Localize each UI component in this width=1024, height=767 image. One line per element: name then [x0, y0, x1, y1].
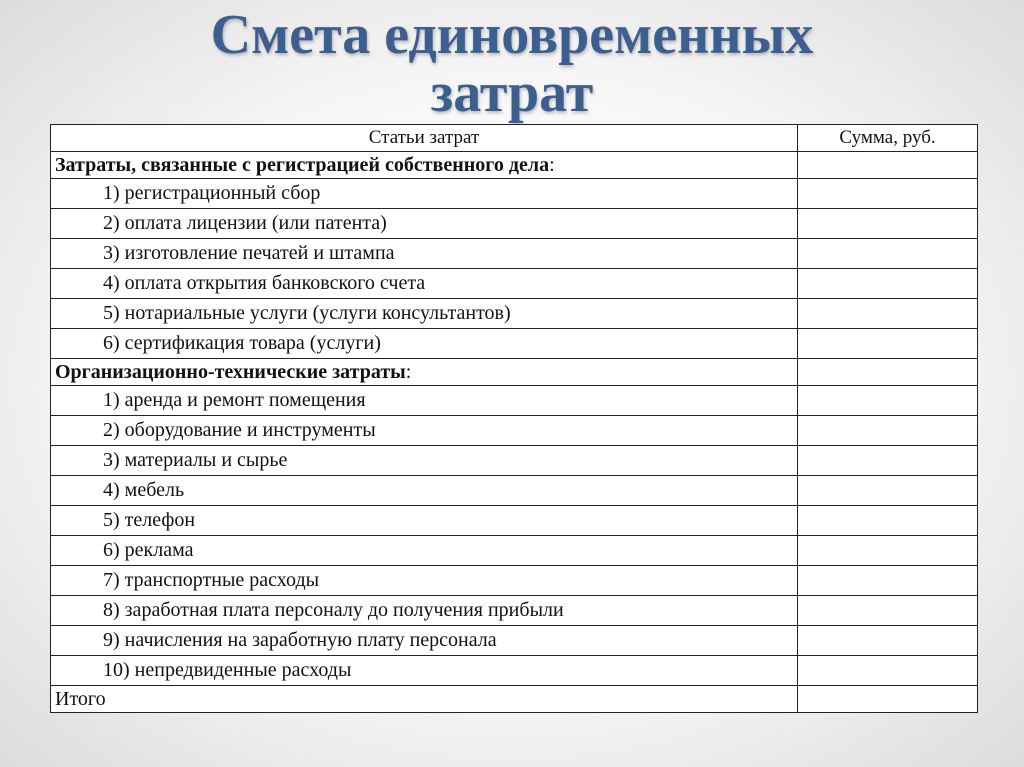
cost-item-label: 2) оплата лицензии (или патента)	[51, 209, 798, 239]
table-row	[51, 239, 978, 269]
cost-item-label: 5) телефон	[51, 506, 798, 536]
table-row	[51, 386, 978, 416]
table-row	[51, 596, 978, 626]
page-title	[0, 0, 1024, 122]
table-row	[51, 179, 978, 209]
page-title-line-2: затрат	[430, 62, 594, 124]
cost-item-label: 10) непредвиденные расходы	[51, 656, 798, 686]
cost-table	[50, 124, 978, 713]
table-row	[51, 299, 978, 329]
cost-item-label: 6) реклама	[51, 536, 798, 566]
table-row	[51, 506, 978, 536]
sum-cell[interactable]	[798, 299, 978, 329]
table-row	[51, 269, 978, 299]
cost-item-label: 1) регистрационный сбор	[51, 179, 798, 209]
sum-cell[interactable]	[798, 329, 978, 359]
sum-cell[interactable]	[798, 179, 978, 209]
section-title-colon: :	[405, 360, 412, 383]
total-row	[51, 686, 978, 713]
sum-cell[interactable]	[798, 566, 978, 596]
column-header-items: Статьи затрат	[51, 125, 798, 152]
sum-cell[interactable]	[798, 269, 978, 299]
sum-cell[interactable]	[798, 239, 978, 269]
sum-cell[interactable]	[798, 476, 978, 506]
cost-item-label: 3) материалы и сырье	[51, 446, 798, 476]
table-row	[51, 446, 978, 476]
table-header-row	[51, 125, 978, 152]
section-row	[51, 152, 978, 179]
column-header-sum: Сумма, руб.	[798, 125, 978, 152]
cost-item-label: 7) транспортные расходы	[51, 566, 798, 596]
section-title-colon: :	[549, 153, 555, 176]
sum-cell[interactable]	[798, 596, 978, 626]
sum-cell[interactable]	[798, 386, 978, 416]
section-title: Организационно-технические затраты	[55, 360, 406, 383]
section-label	[51, 359, 798, 386]
cost-item-label: 4) мебель	[51, 476, 798, 506]
cost-table-body	[51, 125, 978, 713]
table-row	[51, 416, 978, 446]
cost-item-label: 8) заработная плата персоналу до получения прибыли	[51, 596, 798, 626]
sum-cell[interactable]	[798, 209, 978, 239]
cost-item-label: 2) оборудование и инструменты	[51, 416, 798, 446]
sum-cell[interactable]	[798, 626, 978, 656]
table-row	[51, 209, 978, 239]
total-sum-cell[interactable]	[798, 686, 978, 713]
cost-item-label: 3) изготовление печатей и штампа	[51, 239, 798, 269]
table-row	[51, 476, 978, 506]
cost-item-label: 6) сертификация товара (услуги)	[51, 329, 798, 359]
sum-cell[interactable]	[798, 536, 978, 566]
table-row	[51, 329, 978, 359]
table-row	[51, 626, 978, 656]
sum-cell[interactable]	[798, 446, 978, 476]
sum-cell[interactable]	[798, 359, 978, 386]
table-row	[51, 536, 978, 566]
sum-cell[interactable]	[798, 152, 978, 179]
table-row	[51, 566, 978, 596]
section-row	[51, 359, 978, 386]
sum-cell[interactable]	[798, 416, 978, 446]
table-row	[51, 656, 978, 686]
section-label	[51, 152, 798, 179]
sum-cell[interactable]	[798, 506, 978, 536]
cost-item-label: 9) начисления на заработную плату персонала	[51, 626, 798, 656]
total-label: Итого	[51, 686, 798, 713]
sum-cell[interactable]	[798, 656, 978, 686]
cost-item-label: 5) нотариальные услуги (услуги консультантов)	[51, 299, 798, 329]
cost-item-label: 1) аренда и ремонт помещения	[51, 386, 798, 416]
section-title: Затраты, связанные с регистрацией собственного дела	[55, 153, 550, 176]
page-title-line-1: Смета единовременных	[210, 4, 814, 66]
cost-item-label: 4) оплата открытия банковского счета	[51, 269, 798, 299]
